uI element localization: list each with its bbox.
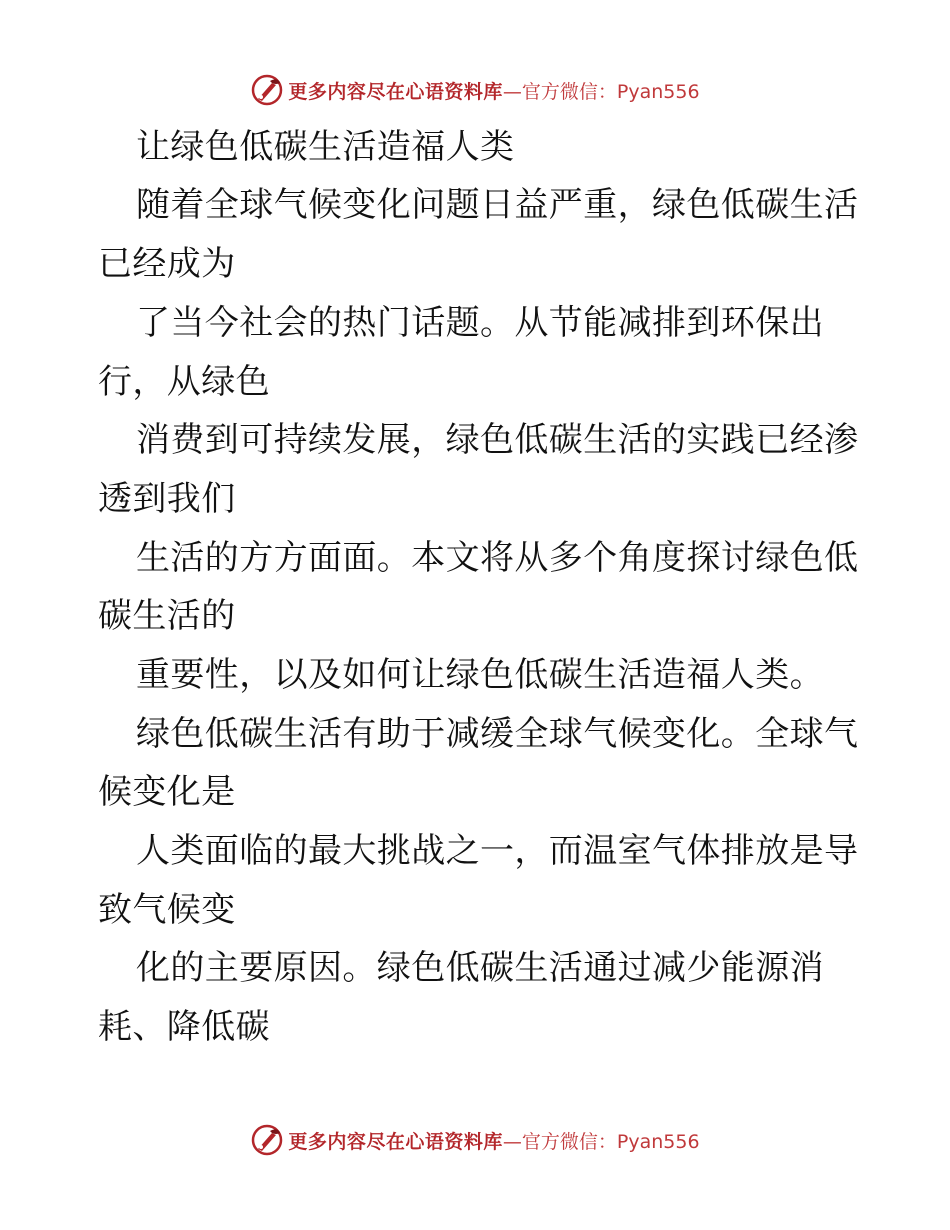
paragraph-line: 重要性，以及如何让绿色低碳生活造福人类。 — [136, 655, 824, 695]
paragraph-line: 透到我们 — [98, 479, 236, 519]
paragraph-line: 行，从绿色 — [98, 362, 270, 402]
paragraph-line: 候变化是 — [98, 772, 236, 812]
paragraph-line: 绿色低碳生活有助于减缓全球气候变化。全球气 — [136, 714, 859, 754]
paragraph-line: 化的主要原因。绿色低碳生活通过减少能源消 — [136, 948, 824, 988]
banner-brand-text: 更多内容尽在心语资料库 — [288, 80, 503, 103]
banner-contact-text: —官方微信：Pyan556 — [502, 1130, 700, 1153]
paragraph-line: 碳生活的 — [98, 596, 236, 636]
paragraph-line: 已经成为 — [98, 244, 236, 284]
paragraph-line: 生活的方方面面。本文将从多个角度探讨绿色低 — [136, 538, 859, 578]
paragraph-line: 耗、降低碳 — [98, 1007, 270, 1047]
paragraph-line: 人类面临的最大挑战之一，而温室气体排放是导 — [136, 831, 859, 871]
footer-banner — [0, 1120, 950, 1160]
quill-pen-logo-icon — [250, 1123, 284, 1157]
paragraph-line: 消费到可持续发展，绿色低碳生活的实践已经渗 — [136, 420, 859, 460]
paragraph-line: 了当今社会的热门话题。从节能减排到环保出 — [136, 303, 824, 343]
banner-contact-text: —官方微信：Pyan556 — [502, 80, 700, 103]
document-title: 让绿色低碳生活造福人类 — [136, 127, 515, 167]
paragraph-line: 随着全球气候变化问题日益严重，绿色低碳生活 — [136, 185, 859, 225]
paragraph-line: 致气候变 — [98, 890, 236, 930]
banner-brand-text: 更多内容尽在心语资料库 — [288, 1130, 503, 1153]
